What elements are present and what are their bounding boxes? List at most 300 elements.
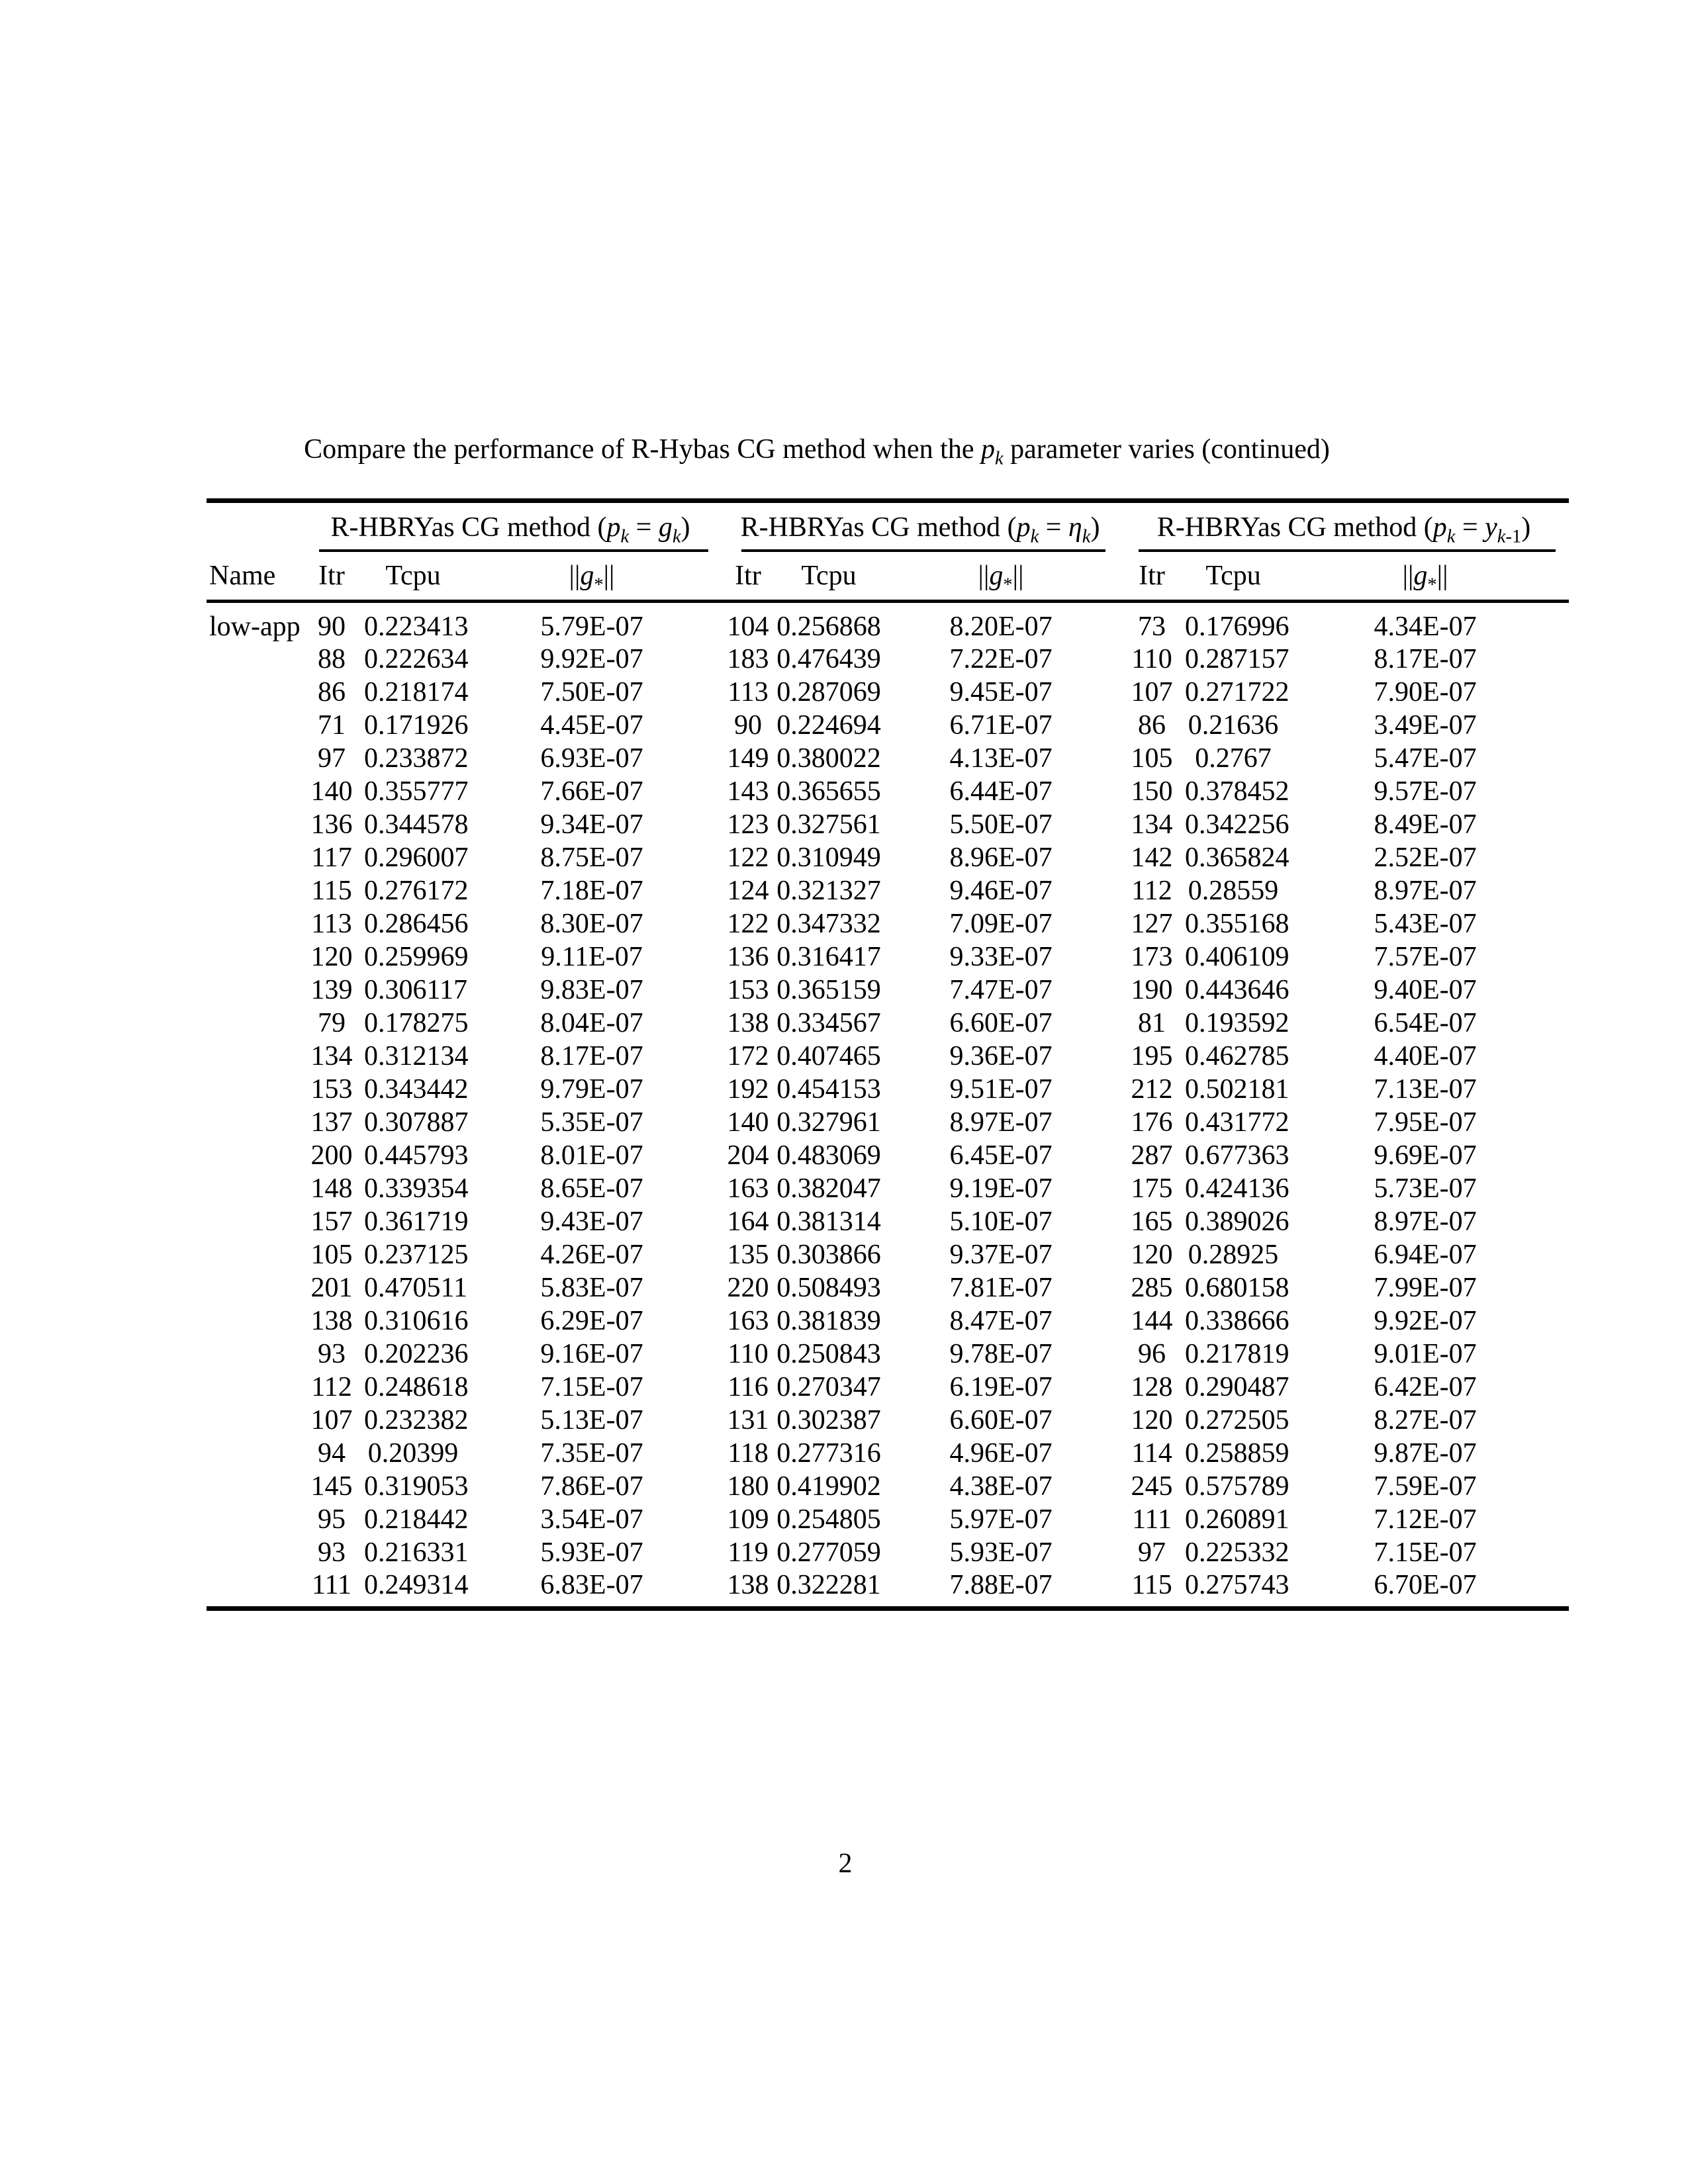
table-row xyxy=(207,874,1569,907)
cell-gnorm: 8.96E-07 xyxy=(949,842,1053,873)
cell-name xyxy=(207,974,299,1007)
cell-itr: 153 xyxy=(310,1074,353,1105)
cell-tcpu: 0.286456 xyxy=(364,909,469,939)
cell-tcpu: 0.365159 xyxy=(776,975,881,1005)
cell-gnorm: 7.66E-07 xyxy=(540,776,643,807)
gnorm-column-header: $||g_*||$ xyxy=(462,552,722,602)
group-header-spacer xyxy=(207,501,299,552)
cell-itr: 94 xyxy=(318,1438,346,1469)
cell-tcpu: 0.389026 xyxy=(1185,1206,1289,1237)
cell-tcpu: 0.249314 xyxy=(364,1569,462,1609)
cell-tcpu: 0.365824 xyxy=(1185,842,1289,873)
cell-gnorm: 9.79E-07 xyxy=(540,1074,643,1105)
itr-column-header: Itr xyxy=(1119,552,1185,602)
table-row xyxy=(207,1007,1569,1040)
cell-tcpu: 0.322281 xyxy=(774,1569,883,1609)
table-row xyxy=(207,1139,1569,1172)
table-header xyxy=(207,501,1569,602)
cell-gnorm: 9.87E-07 xyxy=(1374,1438,1477,1469)
cell-tcpu: 0.338666 xyxy=(1185,1306,1289,1336)
cell-itr: 212 xyxy=(1131,1074,1173,1105)
cell-name xyxy=(207,1338,299,1371)
cell-tcpu: 0.2767 xyxy=(1195,743,1272,774)
cell-tcpu: 0.406109 xyxy=(1185,942,1289,972)
cell-itr: 112 xyxy=(1131,876,1172,906)
cell-itr: 157 xyxy=(310,1206,353,1237)
table-row xyxy=(207,907,1569,940)
cell-gnorm: 6.83E-07 xyxy=(462,1569,722,1609)
cell-name xyxy=(207,1040,299,1073)
cell-tcpu: 0.21636 xyxy=(1188,710,1279,741)
cell-gnorm: 4.45E-07 xyxy=(540,710,643,741)
cell-itr: 110 xyxy=(727,1339,769,1369)
cell-tcpu: 0.470511 xyxy=(364,1273,467,1303)
table-row xyxy=(207,709,1569,742)
cell-gnorm: 7.12E-07 xyxy=(1374,1504,1477,1535)
cell-gnorm: 8.75E-07 xyxy=(540,842,643,873)
cell-name xyxy=(207,1569,299,1609)
cell-gnorm: 8.65E-07 xyxy=(540,1173,643,1204)
cell-gnorm: 7.35E-07 xyxy=(540,1438,643,1469)
cell-tcpu: 0.275743 xyxy=(1185,1569,1282,1609)
cell-gnorm: 6.70E-07 xyxy=(1282,1569,1569,1609)
cell-tcpu: 0.307887 xyxy=(364,1107,469,1138)
cell-itr: 96 xyxy=(1138,1339,1166,1369)
cell-itr: 93 xyxy=(318,1339,346,1369)
cell-tcpu: 0.202236 xyxy=(364,1339,469,1369)
table-row xyxy=(207,1404,1569,1437)
table-row xyxy=(207,602,1569,643)
table-row xyxy=(207,1304,1569,1338)
cell-tcpu: 0.248618 xyxy=(364,1372,469,1402)
cell-gnorm: 8.30E-07 xyxy=(540,909,643,939)
cell-itr: 107 xyxy=(1131,677,1173,707)
table-row xyxy=(207,1503,1569,1536)
cell-gnorm: 4.38E-07 xyxy=(949,1471,1053,1502)
cell-tcpu: 0.290487 xyxy=(1185,1372,1289,1402)
cell-gnorm: 6.42E-07 xyxy=(1374,1372,1477,1402)
cell-gnorm: 9.33E-07 xyxy=(949,942,1053,972)
cell-name xyxy=(207,874,299,907)
cell-tcpu: 0.277316 xyxy=(776,1438,881,1469)
cell-gnorm: 6.60E-07 xyxy=(949,1405,1053,1435)
cell-itr: 134 xyxy=(310,1041,353,1071)
itr-column-header: Itr xyxy=(299,552,364,602)
cell-name xyxy=(207,676,299,709)
cell-gnorm: 4.40E-07 xyxy=(1374,1041,1477,1071)
cell-gnorm: 5.13E-07 xyxy=(540,1405,643,1435)
cell-itr: 136 xyxy=(310,809,353,840)
cell-tcpu: 0.508493 xyxy=(776,1273,881,1303)
cell-itr: 190 xyxy=(1131,975,1173,1005)
group-rule xyxy=(319,549,708,552)
cell-name xyxy=(207,1503,299,1536)
cell-gnorm: 7.50E-07 xyxy=(540,677,643,707)
cell-gnorm: 9.92E-07 xyxy=(1374,1306,1477,1336)
cell-itr: 165 xyxy=(1131,1206,1173,1237)
gnorm-column-header: $||g_*||$ xyxy=(1282,552,1569,602)
cell-tcpu: 0.28925 xyxy=(1188,1240,1279,1270)
cell-itr: 136 xyxy=(727,942,769,972)
table-row xyxy=(207,940,1569,974)
table-row xyxy=(207,1106,1569,1139)
cell-itr: 139 xyxy=(310,975,353,1005)
cell-name xyxy=(207,1238,299,1271)
cell-tcpu: 0.176996 xyxy=(1185,612,1289,642)
cell-tcpu: 0.222634 xyxy=(364,644,469,674)
cell-tcpu: 0.327561 xyxy=(776,809,881,840)
cell-itr: 111 xyxy=(299,1569,364,1609)
cell-gnorm: 5.93E-07 xyxy=(540,1537,643,1568)
cell-gnorm: 5.79E-07 xyxy=(540,612,643,642)
table-row xyxy=(207,1338,1569,1371)
group-title: R-HBRYas CG method $(p_k = g_k)$ xyxy=(330,512,690,547)
cell-name xyxy=(207,1404,299,1437)
cell-gnorm: 5.10E-07 xyxy=(949,1206,1053,1237)
cell-gnorm: 7.88E-07 xyxy=(883,1569,1119,1609)
cell-gnorm: 9.43E-07 xyxy=(540,1206,643,1237)
table-row xyxy=(207,643,1569,676)
group-rule xyxy=(1139,549,1556,552)
cell-itr: 117 xyxy=(311,842,352,873)
cell-tcpu: 0.502181 xyxy=(1185,1074,1289,1105)
cell-gnorm: 5.93E-07 xyxy=(949,1537,1053,1568)
cell-itr: 119 xyxy=(727,1537,769,1568)
cell-tcpu: 0.381839 xyxy=(776,1306,881,1336)
cell-tcpu: 0.287157 xyxy=(1185,644,1289,674)
cell-itr: 285 xyxy=(1131,1273,1173,1303)
cell-tcpu: 0.310616 xyxy=(364,1306,469,1336)
cell-tcpu: 0.287069 xyxy=(776,677,881,707)
cell-gnorm: 9.11E-07 xyxy=(541,942,643,972)
cell-itr: 142 xyxy=(1131,842,1173,873)
cell-gnorm: 5.43E-07 xyxy=(1374,909,1477,939)
cell-tcpu: 0.217819 xyxy=(1185,1339,1289,1369)
cell-gnorm: 8.97E-07 xyxy=(1374,876,1477,906)
cell-gnorm: 8.20E-07 xyxy=(949,612,1053,642)
group-header-row xyxy=(207,501,1569,552)
cell-itr: 172 xyxy=(727,1041,769,1071)
cell-gnorm: 9.37E-07 xyxy=(949,1240,1053,1270)
cell-itr: 73 xyxy=(1138,612,1166,642)
cell-gnorm: 5.50E-07 xyxy=(949,809,1053,840)
cell-itr: 97 xyxy=(1138,1537,1166,1568)
group-header-pk-yk1 xyxy=(1119,501,1569,552)
cell-itr: 109 xyxy=(727,1504,769,1535)
cell-gnorm: 6.60E-07 xyxy=(949,1008,1053,1038)
cell-itr: 183 xyxy=(727,644,769,674)
cell-tcpu: 0.28559 xyxy=(1188,876,1279,906)
cell-itr: 138 xyxy=(722,1569,774,1609)
column-header-row xyxy=(207,552,1569,602)
group-title: R-HBRYas CG method $(p_k = \eta_k)$ xyxy=(740,512,1100,547)
cell-tcpu: 0.277059 xyxy=(776,1537,881,1568)
cell-itr: 86 xyxy=(318,677,346,707)
table-row xyxy=(207,742,1569,775)
cell-gnorm: 9.69E-07 xyxy=(1374,1140,1477,1171)
cell-tcpu: 0.259969 xyxy=(364,942,469,972)
itr-column-header: Itr xyxy=(722,552,774,602)
tcpu-column-header: Tcpu xyxy=(364,552,462,602)
cell-itr: 111 xyxy=(1132,1504,1172,1535)
cell-itr: 115 xyxy=(311,876,352,906)
cell-itr: 127 xyxy=(1131,909,1173,939)
cell-tcpu: 0.327961 xyxy=(776,1107,881,1138)
cell-gnorm: 7.15E-07 xyxy=(540,1372,643,1402)
cell-gnorm: 9.46E-07 xyxy=(949,876,1053,906)
cell-tcpu: 0.334567 xyxy=(776,1008,881,1038)
cell-name xyxy=(207,1271,299,1304)
cell-gnorm: 9.34E-07 xyxy=(540,809,643,840)
cell-gnorm: 8.17E-07 xyxy=(1374,644,1477,674)
cell-name xyxy=(207,1106,299,1139)
cell-itr: 107 xyxy=(310,1405,353,1435)
cell-itr: 105 xyxy=(310,1240,353,1270)
cell-itr: 104 xyxy=(727,612,769,642)
cell-name xyxy=(207,1536,299,1569)
cell-gnorm: 6.54E-07 xyxy=(1374,1008,1477,1038)
cell-gnorm: 6.19E-07 xyxy=(949,1372,1053,1402)
cell-gnorm: 7.59E-07 xyxy=(1374,1471,1477,1502)
cell-gnorm: 7.13E-07 xyxy=(1374,1074,1477,1105)
cell-itr: 122 xyxy=(727,909,769,939)
cell-itr: 81 xyxy=(1138,1008,1166,1038)
cell-itr: 115 xyxy=(1119,1569,1185,1609)
table-row xyxy=(207,676,1569,709)
cell-gnorm: 9.78E-07 xyxy=(949,1339,1053,1369)
cell-gnorm: 9.40E-07 xyxy=(1374,975,1477,1005)
cell-tcpu: 0.216331 xyxy=(364,1537,469,1568)
table-body xyxy=(207,602,1569,1609)
cell-name xyxy=(207,1371,299,1404)
cell-gnorm: 9.45E-07 xyxy=(949,677,1053,707)
cell-tcpu: 0.462785 xyxy=(1185,1041,1289,1071)
gnorm-column-header: $||g_*||$ xyxy=(883,552,1119,602)
table-row xyxy=(207,808,1569,841)
cell-itr: 79 xyxy=(318,1008,346,1038)
name-column-header: Name xyxy=(207,552,299,602)
cell-itr: 173 xyxy=(1131,942,1173,972)
cell-tcpu: 0.306117 xyxy=(364,975,467,1005)
cell-itr: 137 xyxy=(310,1107,353,1138)
cell-gnorm: 6.93E-07 xyxy=(540,743,643,774)
cell-tcpu: 0.233872 xyxy=(364,743,469,774)
cell-gnorm: 6.45E-07 xyxy=(949,1140,1053,1171)
table-row xyxy=(207,1205,1569,1238)
cell-tcpu: 0.260891 xyxy=(1185,1504,1289,1535)
cell-gnorm: 5.47E-07 xyxy=(1374,743,1477,774)
cell-name xyxy=(207,841,299,874)
cell-tcpu: 0.312134 xyxy=(364,1041,469,1071)
cell-gnorm: 7.15E-07 xyxy=(1374,1537,1477,1568)
cell-tcpu: 0.680158 xyxy=(1185,1273,1289,1303)
cell-gnorm: 7.81E-07 xyxy=(949,1273,1053,1303)
cell-tcpu: 0.232382 xyxy=(364,1405,469,1435)
cell-tcpu: 0.380022 xyxy=(776,743,881,774)
cell-tcpu: 0.378452 xyxy=(1185,776,1289,807)
cell-tcpu: 0.178275 xyxy=(364,1008,469,1038)
group-rule xyxy=(741,549,1105,552)
cell-tcpu: 0.382047 xyxy=(776,1173,881,1204)
cell-itr: 220 xyxy=(727,1273,769,1303)
cell-tcpu: 0.575789 xyxy=(1185,1471,1289,1502)
cell-tcpu: 0.171926 xyxy=(364,710,469,741)
cell-itr: 144 xyxy=(1131,1306,1173,1336)
cell-name xyxy=(207,742,299,775)
cell-tcpu: 0.223413 xyxy=(364,612,469,642)
cell-tcpu: 0.296007 xyxy=(364,842,469,873)
cell-tcpu: 0.445793 xyxy=(364,1140,469,1171)
cell-itr: 138 xyxy=(727,1008,769,1038)
cell-gnorm: 5.73E-07 xyxy=(1374,1173,1477,1204)
cell-tcpu: 0.483069 xyxy=(776,1140,881,1171)
cell-itr: 88 xyxy=(318,644,346,674)
cell-gnorm: 7.47E-07 xyxy=(949,975,1053,1005)
cell-tcpu: 0.677363 xyxy=(1185,1140,1289,1171)
cell-tcpu: 0.193592 xyxy=(1185,1008,1289,1038)
cell-itr: 134 xyxy=(1131,809,1173,840)
cell-name xyxy=(207,709,299,742)
cell-itr: 140 xyxy=(310,776,353,807)
cell-itr: 135 xyxy=(727,1240,769,1270)
cell-name xyxy=(207,775,299,808)
cell-itr: 163 xyxy=(727,1306,769,1336)
tcpu-column-header: Tcpu xyxy=(1185,552,1282,602)
cell-tcpu: 0.237125 xyxy=(364,1240,469,1270)
table-row xyxy=(207,1238,1569,1271)
cell-gnorm: 4.34E-07 xyxy=(1374,612,1477,642)
cell-gnorm: 8.17E-07 xyxy=(540,1041,643,1071)
cell-tcpu: 0.342256 xyxy=(1185,809,1289,840)
cell-gnorm: 6.29E-07 xyxy=(540,1306,643,1336)
cell-gnorm: 4.13E-07 xyxy=(949,743,1053,774)
cell-gnorm: 7.95E-07 xyxy=(1374,1107,1477,1138)
cell-tcpu: 0.276172 xyxy=(364,876,469,906)
cell-tcpu: 0.272505 xyxy=(1185,1405,1289,1435)
cell-tcpu: 0.419902 xyxy=(776,1471,881,1502)
cell-gnorm: 7.57E-07 xyxy=(1374,942,1477,972)
cell-gnorm: 8.49E-07 xyxy=(1374,809,1477,840)
cell-itr: 201 xyxy=(310,1273,353,1303)
cell-tcpu: 0.476439 xyxy=(776,644,881,674)
cell-name xyxy=(207,940,299,974)
page-title: Compare the performance of R-Hybas CG method when the $p_k$ parameter varies (continued) xyxy=(304,434,1330,469)
cell-itr: 138 xyxy=(310,1306,353,1336)
cell-tcpu: 0.302387 xyxy=(776,1405,881,1435)
cell-gnorm: 9.01E-07 xyxy=(1374,1339,1477,1369)
cell-itr: 163 xyxy=(727,1173,769,1204)
cell-itr: 105 xyxy=(1131,743,1173,774)
cell-gnorm: 5.83E-07 xyxy=(540,1273,643,1303)
table-row xyxy=(207,775,1569,808)
cell-itr: 110 xyxy=(1131,644,1172,674)
cell-tcpu: 0.316417 xyxy=(776,942,881,972)
cell-itr: 175 xyxy=(1131,1173,1173,1204)
cell-tcpu: 0.431772 xyxy=(1185,1107,1289,1138)
cell-name xyxy=(207,1007,299,1040)
cell-tcpu: 0.218174 xyxy=(364,677,469,707)
cell-gnorm: 6.71E-07 xyxy=(949,710,1053,741)
cell-itr: 93 xyxy=(318,1537,346,1568)
cell-tcpu: 0.310949 xyxy=(776,842,881,873)
cell-name xyxy=(207,643,299,676)
table-row xyxy=(207,1040,1569,1073)
tcpu-column-header: Tcpu xyxy=(774,552,883,602)
cell-gnorm: 7.90E-07 xyxy=(1374,677,1477,707)
cell-gnorm: 5.97E-07 xyxy=(949,1504,1053,1535)
cell-itr: 192 xyxy=(727,1074,769,1105)
cell-itr: 113 xyxy=(727,677,769,707)
cell-itr: 148 xyxy=(310,1173,353,1204)
cell-gnorm: 9.51E-07 xyxy=(949,1074,1053,1105)
cell-itr: 195 xyxy=(1131,1041,1173,1071)
cell-itr: 245 xyxy=(1131,1471,1173,1502)
cell-gnorm: 6.44E-07 xyxy=(949,776,1053,807)
cell-itr: 149 xyxy=(727,743,769,774)
cell-gnorm: 3.49E-07 xyxy=(1374,710,1477,741)
cell-itr: 95 xyxy=(318,1504,346,1535)
cell-tcpu: 0.256868 xyxy=(776,612,881,642)
cell-tcpu: 0.224694 xyxy=(776,710,881,741)
cell-gnorm: 6.94E-07 xyxy=(1374,1240,1477,1270)
cell-itr: 114 xyxy=(1131,1438,1172,1469)
cell-itr: 180 xyxy=(727,1471,769,1502)
cell-tcpu: 0.424136 xyxy=(1185,1173,1289,1204)
cell-itr: 153 xyxy=(727,975,769,1005)
cell-itr: 113 xyxy=(311,909,352,939)
cell-name xyxy=(207,1304,299,1338)
cell-itr: 145 xyxy=(310,1471,353,1502)
table-row xyxy=(207,1073,1569,1106)
cell-itr: 287 xyxy=(1131,1140,1173,1171)
cell-itr: 86 xyxy=(1138,710,1166,741)
cell-itr: 123 xyxy=(727,809,769,840)
cell-gnorm: 2.52E-07 xyxy=(1374,842,1477,873)
cell-gnorm: 8.27E-07 xyxy=(1374,1405,1477,1435)
table-row xyxy=(207,1371,1569,1404)
cell-name xyxy=(207,907,299,940)
cell-itr: 120 xyxy=(1131,1405,1173,1435)
cell-itr: 90 xyxy=(318,612,346,642)
cell-gnorm: 7.99E-07 xyxy=(1374,1273,1477,1303)
cell-name: low-app xyxy=(209,612,301,642)
cell-itr: 116 xyxy=(727,1372,769,1402)
cell-gnorm: 8.97E-07 xyxy=(949,1107,1053,1138)
table-row xyxy=(207,841,1569,874)
table-row xyxy=(207,1437,1569,1470)
cell-tcpu: 0.407465 xyxy=(776,1041,881,1071)
cell-gnorm: 9.16E-07 xyxy=(540,1339,643,1369)
cell-gnorm: 9.36E-07 xyxy=(949,1041,1053,1071)
cell-tcpu: 0.254805 xyxy=(776,1504,881,1535)
cell-tcpu: 0.321327 xyxy=(776,876,881,906)
cell-gnorm: 3.54E-07 xyxy=(540,1504,643,1535)
cell-tcpu: 0.454153 xyxy=(776,1074,881,1105)
cell-tcpu: 0.20399 xyxy=(367,1438,459,1469)
cell-gnorm: 9.19E-07 xyxy=(949,1173,1053,1204)
cell-tcpu: 0.344578 xyxy=(364,809,469,840)
cell-tcpu: 0.443646 xyxy=(1185,975,1289,1005)
group-header-pk-gk xyxy=(299,501,722,552)
group-title: R-HBRYas CG method $(p_k = y_{k-1})$ xyxy=(1156,512,1531,547)
cell-gnorm: 7.86E-07 xyxy=(540,1471,643,1502)
cell-name xyxy=(207,808,299,841)
results-table xyxy=(207,498,1569,1611)
table-row xyxy=(207,1470,1569,1503)
cell-tcpu: 0.218442 xyxy=(364,1504,469,1535)
cell-itr: 143 xyxy=(727,776,769,807)
table-row xyxy=(207,1569,1569,1609)
